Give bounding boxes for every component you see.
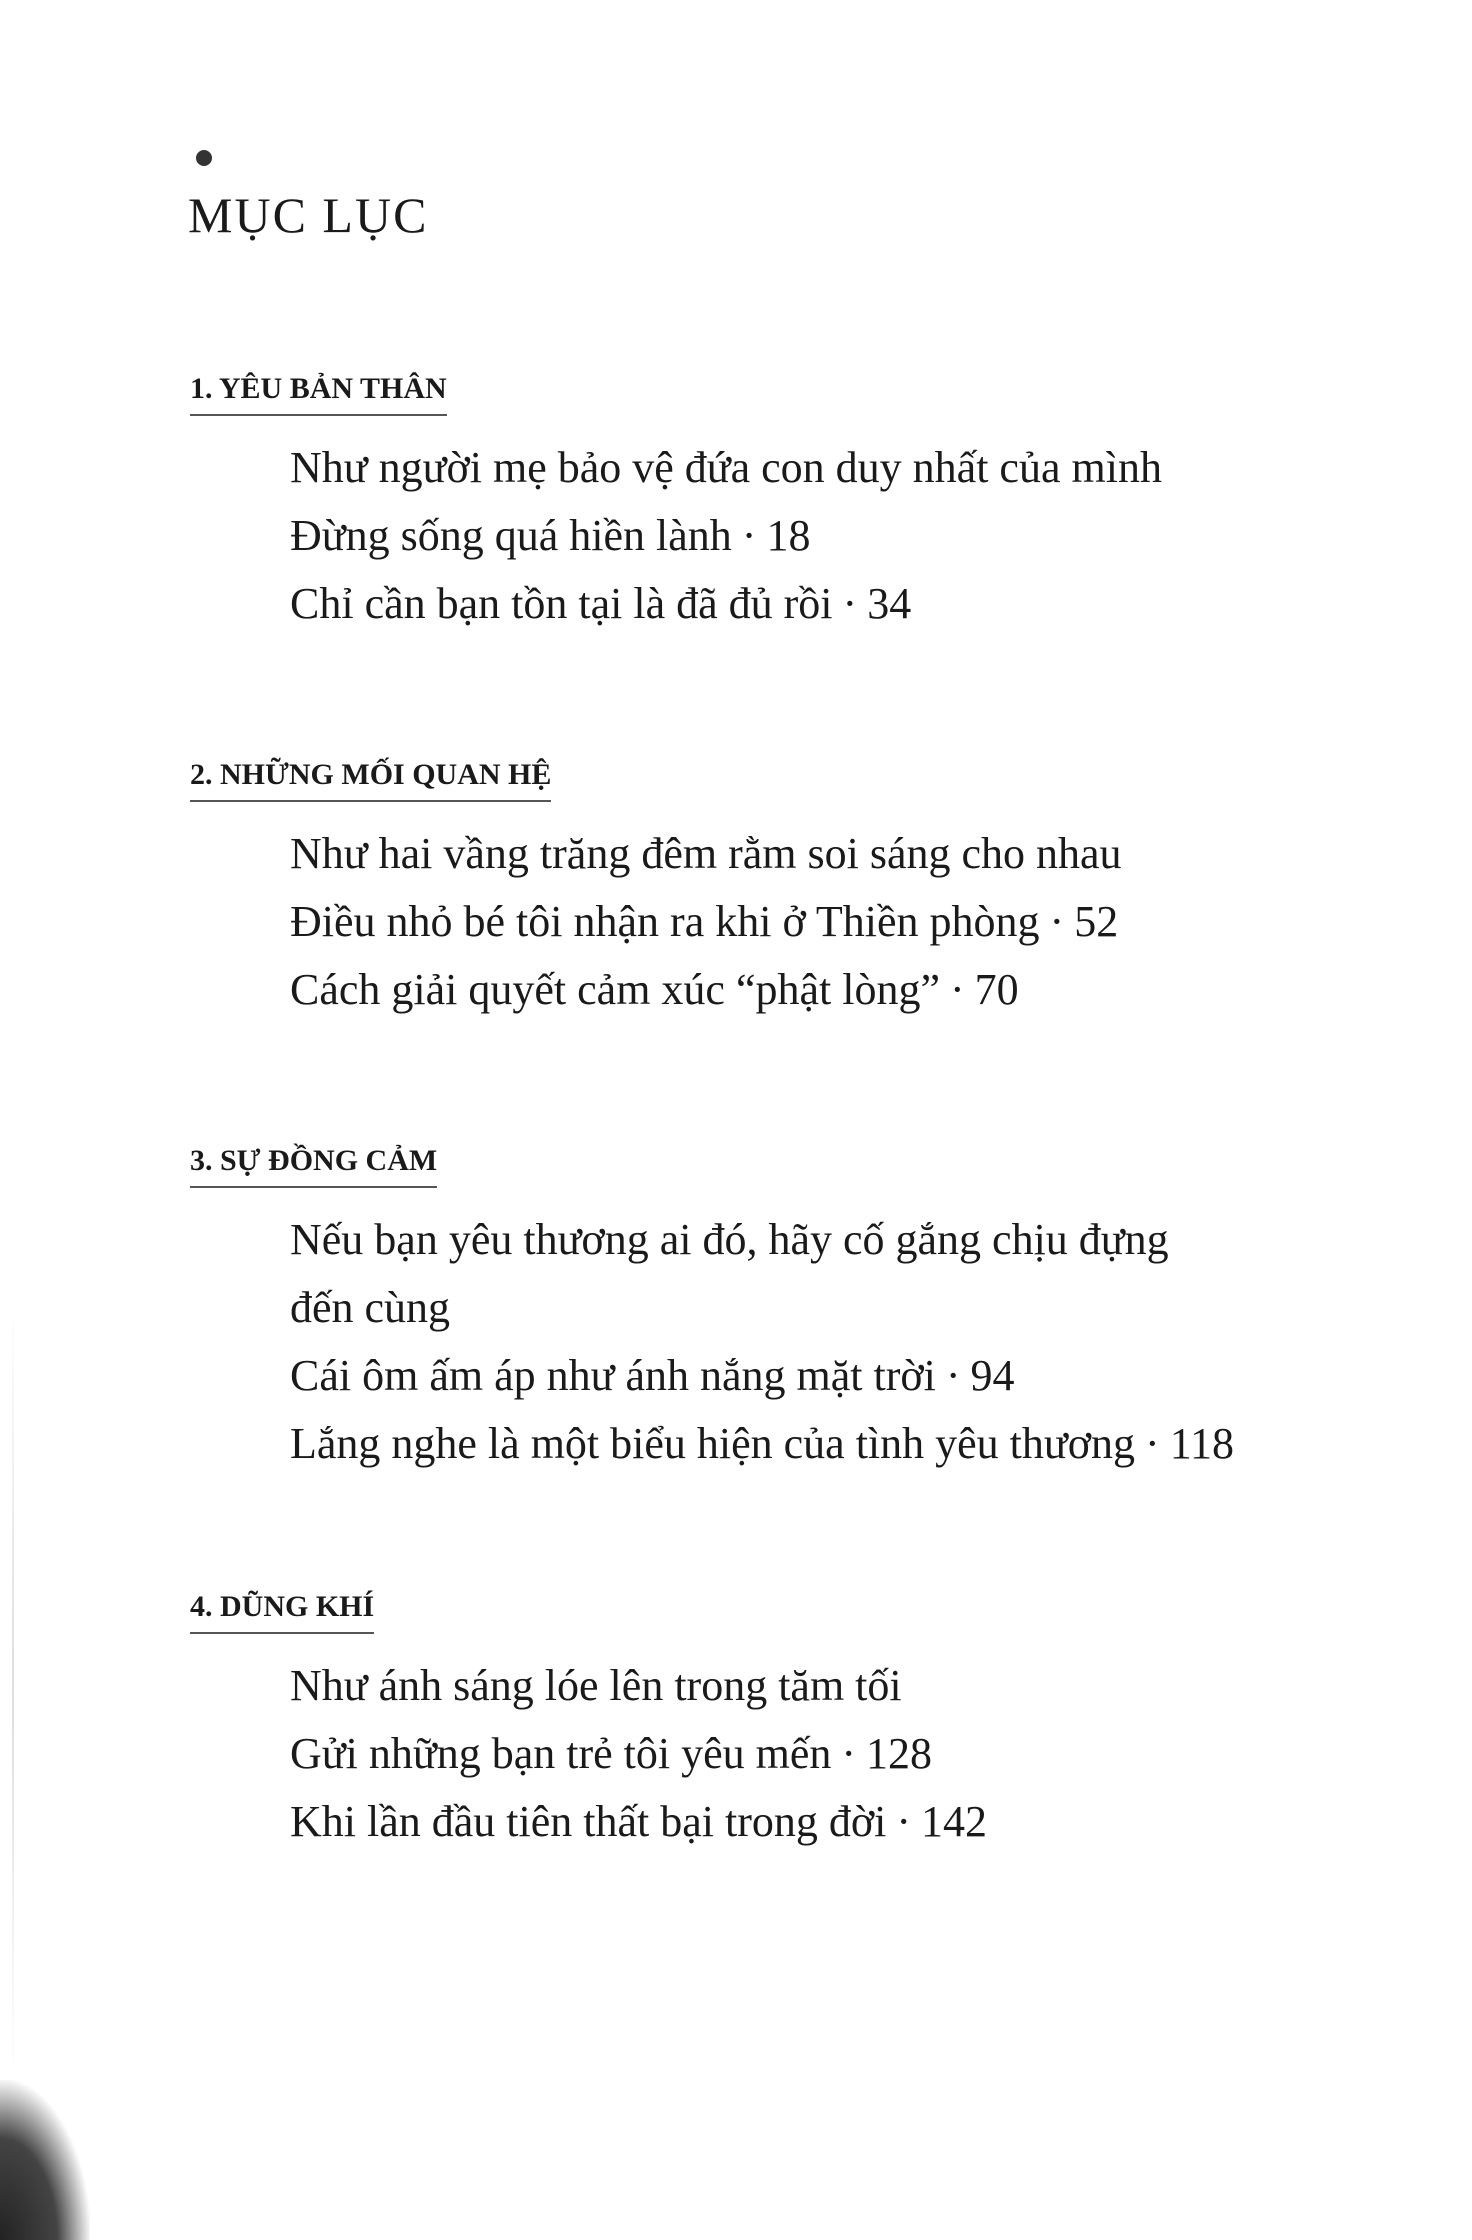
toc-item-title: Như ánh sáng lóe lên trong tăm tối bbox=[290, 1661, 902, 1710]
separator-dot: · bbox=[842, 579, 858, 628]
toc-item[interactable] bbox=[290, 570, 1340, 638]
section-heading: 4. DŨNG KHÍ bbox=[190, 1590, 374, 1634]
toc-item-title: Chỉ cần bạn tồn tại là đã đủ rồi bbox=[290, 579, 833, 628]
toc-item-title: Điều nhỏ bé tôi nhận ra khi ở Thiền phòng bbox=[290, 897, 1040, 946]
toc-item-list bbox=[290, 434, 1340, 638]
toc-item[interactable] bbox=[290, 888, 1340, 956]
toc-item[interactable] bbox=[290, 1652, 1340, 1720]
toc-item-title: Như người mẹ bảo vệ đứa con duy nhất của mình bbox=[290, 443, 1162, 492]
page-number: 118 bbox=[1169, 1419, 1235, 1468]
toc-item-title: Cái ôm ấm áp như ánh nắng mặt trời bbox=[290, 1351, 936, 1400]
toc-item[interactable] bbox=[290, 820, 1340, 888]
separator-dot: · bbox=[841, 1729, 857, 1778]
scan-shadow bbox=[0, 2080, 90, 2240]
toc-section-2 bbox=[190, 758, 1340, 1024]
toc-item-title: Đừng sống quá hiền lành bbox=[290, 511, 732, 560]
toc-item[interactable] bbox=[290, 434, 1340, 502]
toc-item-title: Nếu bạn yêu thương ai đó, hãy cố gắng chịu đựng bbox=[290, 1215, 1169, 1264]
toc-item-list bbox=[290, 1652, 1340, 1856]
separator-dot: · bbox=[1145, 1419, 1160, 1468]
page-number: 34 bbox=[867, 579, 912, 628]
toc-item-title: Gửi những bạn trẻ tôi yêu mến bbox=[290, 1729, 832, 1778]
toc-section-4 bbox=[190, 1590, 1340, 1856]
toc-item-title: Khi lần đầu tiên thất bại trong đời bbox=[290, 1797, 887, 1846]
section-heading: 2. NHỮNG MỐI QUAN HỆ bbox=[190, 758, 551, 802]
toc-item[interactable] bbox=[290, 502, 1340, 570]
toc-item-title: đến cùng bbox=[290, 1283, 451, 1332]
toc-item-list bbox=[290, 820, 1340, 1024]
section-heading: 1. YÊU BẢN THÂN bbox=[190, 372, 447, 416]
page-number: 94 bbox=[970, 1351, 1015, 1400]
toc-item-continuation[interactable] bbox=[290, 1274, 1340, 1342]
bullet-dot bbox=[196, 150, 212, 166]
toc-item-list bbox=[290, 1206, 1340, 1478]
page-number: 128 bbox=[866, 1729, 933, 1778]
page-title: MỤC LỤC bbox=[188, 187, 429, 243]
toc-item[interactable] bbox=[290, 1206, 1340, 1274]
toc-item[interactable] bbox=[290, 1342, 1340, 1410]
page-number: 18 bbox=[766, 511, 811, 560]
separator-dot: · bbox=[1049, 897, 1065, 946]
section-heading: 3. SỰ ĐỒNG CẢM bbox=[190, 1144, 437, 1188]
page-number: 52 bbox=[1074, 897, 1119, 946]
scan-edge-line bbox=[12, 1300, 14, 2080]
toc-item-title: Lắng nghe là một biểu hiện của tình yêu thương bbox=[290, 1419, 1136, 1468]
page-number: 142 bbox=[921, 1797, 988, 1846]
toc-item-title: Như hai vầng trăng đêm rằm soi sáng cho nhau bbox=[290, 829, 1122, 878]
separator-dot: · bbox=[945, 1351, 961, 1400]
separator-dot: · bbox=[741, 511, 757, 560]
toc-item[interactable] bbox=[290, 956, 1340, 1024]
toc-item-title: Cách giải quyết cảm xúc “phật lòng” bbox=[290, 965, 940, 1014]
toc-item[interactable] bbox=[290, 1720, 1340, 1788]
toc-section-1 bbox=[190, 372, 1340, 638]
toc-section-3 bbox=[190, 1144, 1340, 1478]
page-number: 70 bbox=[974, 965, 1019, 1014]
toc-item[interactable] bbox=[290, 1410, 1340, 1478]
toc-item[interactable] bbox=[290, 1788, 1340, 1856]
separator-dot: · bbox=[896, 1797, 912, 1846]
separator-dot: · bbox=[950, 965, 965, 1014]
